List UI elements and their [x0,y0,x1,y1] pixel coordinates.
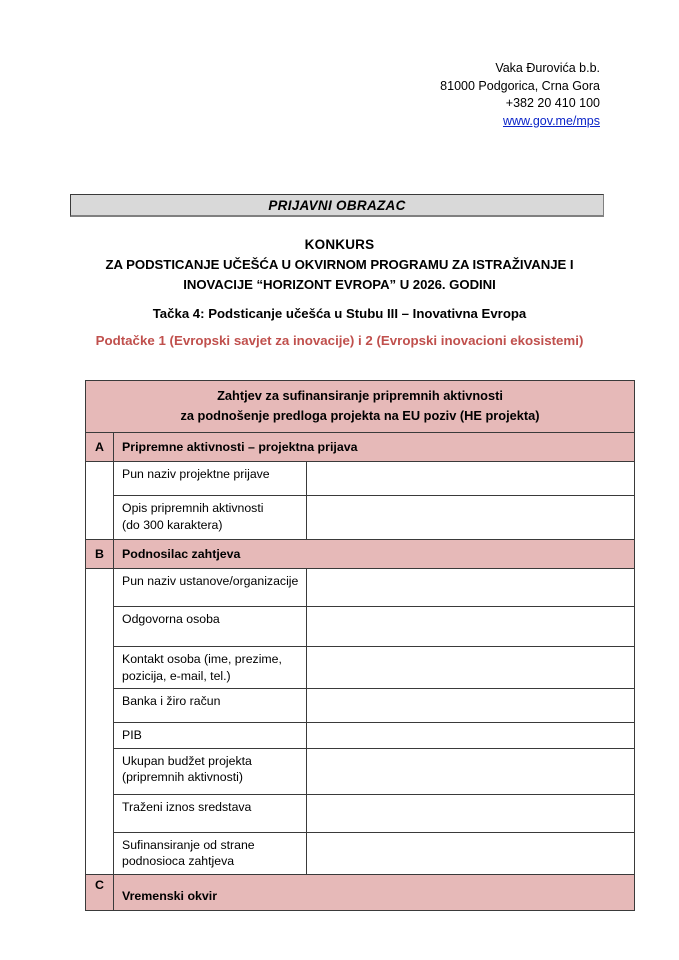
table-row [86,607,635,647]
form-title-bar [70,194,604,217]
table-row [86,647,635,689]
row-label-line1: Pun naziv ustanove/organizacije [122,574,299,588]
heading-tacka: Tačka 4: Podsticanje učešća u Stubu III – Inovativna Evropa [152,306,527,321]
heading-konkurs: KONKURS [304,237,375,252]
row-letter-spacer [86,689,114,723]
row-letter-spacer [86,569,114,607]
section-title-c: Vremenski okvir [114,874,635,910]
table-header-line2: za podnošenje predloga projekta na EU poziv (HE projekta) [180,408,540,423]
table-row [86,569,635,607]
row-label [114,748,307,794]
row-label [114,647,307,689]
table-row [86,689,635,723]
row-value-field[interactable] [307,689,635,723]
row-label-line1: Kontakt osoba (ime, prezime, [122,652,282,666]
table-header-cell [86,381,635,433]
row-label [114,689,307,723]
section-title-b: Podnosilac zahtjeva [114,540,635,569]
row-label-line1: Ukupan budžet projekta [122,753,252,768]
letterhead-phone: +382 20 410 100 [505,96,600,110]
row-label-line2: (pripremnih aktivnosti) [122,770,243,784]
row-letter-spacer [86,607,114,647]
row-label-line2: podnosioca zahtjeva [122,854,235,868]
table-header-line1: Zahtjev za sufinansiranje pripremnih aktivnosti [217,388,503,403]
row-label-line2: (do 300 karaktera) [122,517,223,532]
row-label [114,794,307,832]
row-letter-spacer [86,462,114,496]
row-label-line1: Odgovorna osoba [122,612,220,626]
section-row-a [86,433,635,462]
row-label-line1: Sufinansiranje od strane [122,837,255,852]
row-value-field[interactable] [307,832,635,874]
row-label-line1: Opis pripremnih aktivnosti [122,501,264,515]
section-row-c [86,874,635,910]
row-label [114,607,307,647]
row-label-line1: PIB [122,728,142,742]
section-row-b [86,540,635,569]
heading-podtacke: Podtačke 1 (Evropski savjet za inovacije) i 2 (Evropski inovacioni ekosistemi) [95,333,584,348]
form-table-body [86,381,635,911]
table-row [86,496,635,540]
row-label-line1: Banka i žiro račun [122,694,221,708]
letterhead-address-line2: 81000 Podgorica, Crna Gora [440,78,600,93]
row-label [114,832,307,874]
letterhead-address-line1: Vaka Đurovića b.b. [495,61,600,75]
heading-main-line1: ZA PODSTICANJE UČEŠĆA U OKVIRNOM PROGRAMU ZA ISTRAŽIVANJE I [105,257,574,272]
row-letter-spacer [86,832,114,874]
letterhead [0,60,600,130]
row-value-field[interactable] [307,794,635,832]
row-value-field[interactable] [307,723,635,749]
table-row [86,462,635,496]
table-row [86,794,635,832]
table-row [86,723,635,749]
form-title-text: PRIJAVNI OBRAZAC [268,197,406,213]
application-form-table [85,380,635,911]
section-letter-a: A [86,433,114,462]
row-value-field[interactable] [307,607,635,647]
row-label [114,462,307,496]
row-letter-spacer [86,647,114,689]
row-label-line1: Pun naziv projektne prijave [122,467,270,481]
row-value-field[interactable] [307,569,635,607]
table-header-row [86,381,635,433]
row-letter-spacer [86,748,114,794]
row-value-field[interactable] [307,748,635,794]
document-headings [0,236,679,350]
row-letter-spacer [86,496,114,540]
row-label-line2: pozicija, e-mail, tel.) [122,668,231,683]
section-title-a: Pripremne aktivnosti – projektna prijava [114,433,635,462]
table-row [86,832,635,874]
section-letter-b: B [86,540,114,569]
row-value-field[interactable] [307,462,635,496]
table-row [86,748,635,794]
row-letter-spacer [86,794,114,832]
section-letter-c: C [86,874,114,910]
row-label [114,569,307,607]
row-value-field[interactable] [307,647,635,689]
row-letter-spacer [86,723,114,749]
letterhead-website-link[interactable]: www.gov.me/mps [502,113,600,128]
row-label-line1: Traženi iznos sredstava [122,799,252,814]
row-label [114,723,307,749]
row-label [114,496,307,540]
row-value-field[interactable] [307,496,635,540]
heading-main-line2: INOVACIJE “HORIZONT EVROPA” U 2026. GODINI [183,277,496,292]
form-title-box [70,194,604,217]
